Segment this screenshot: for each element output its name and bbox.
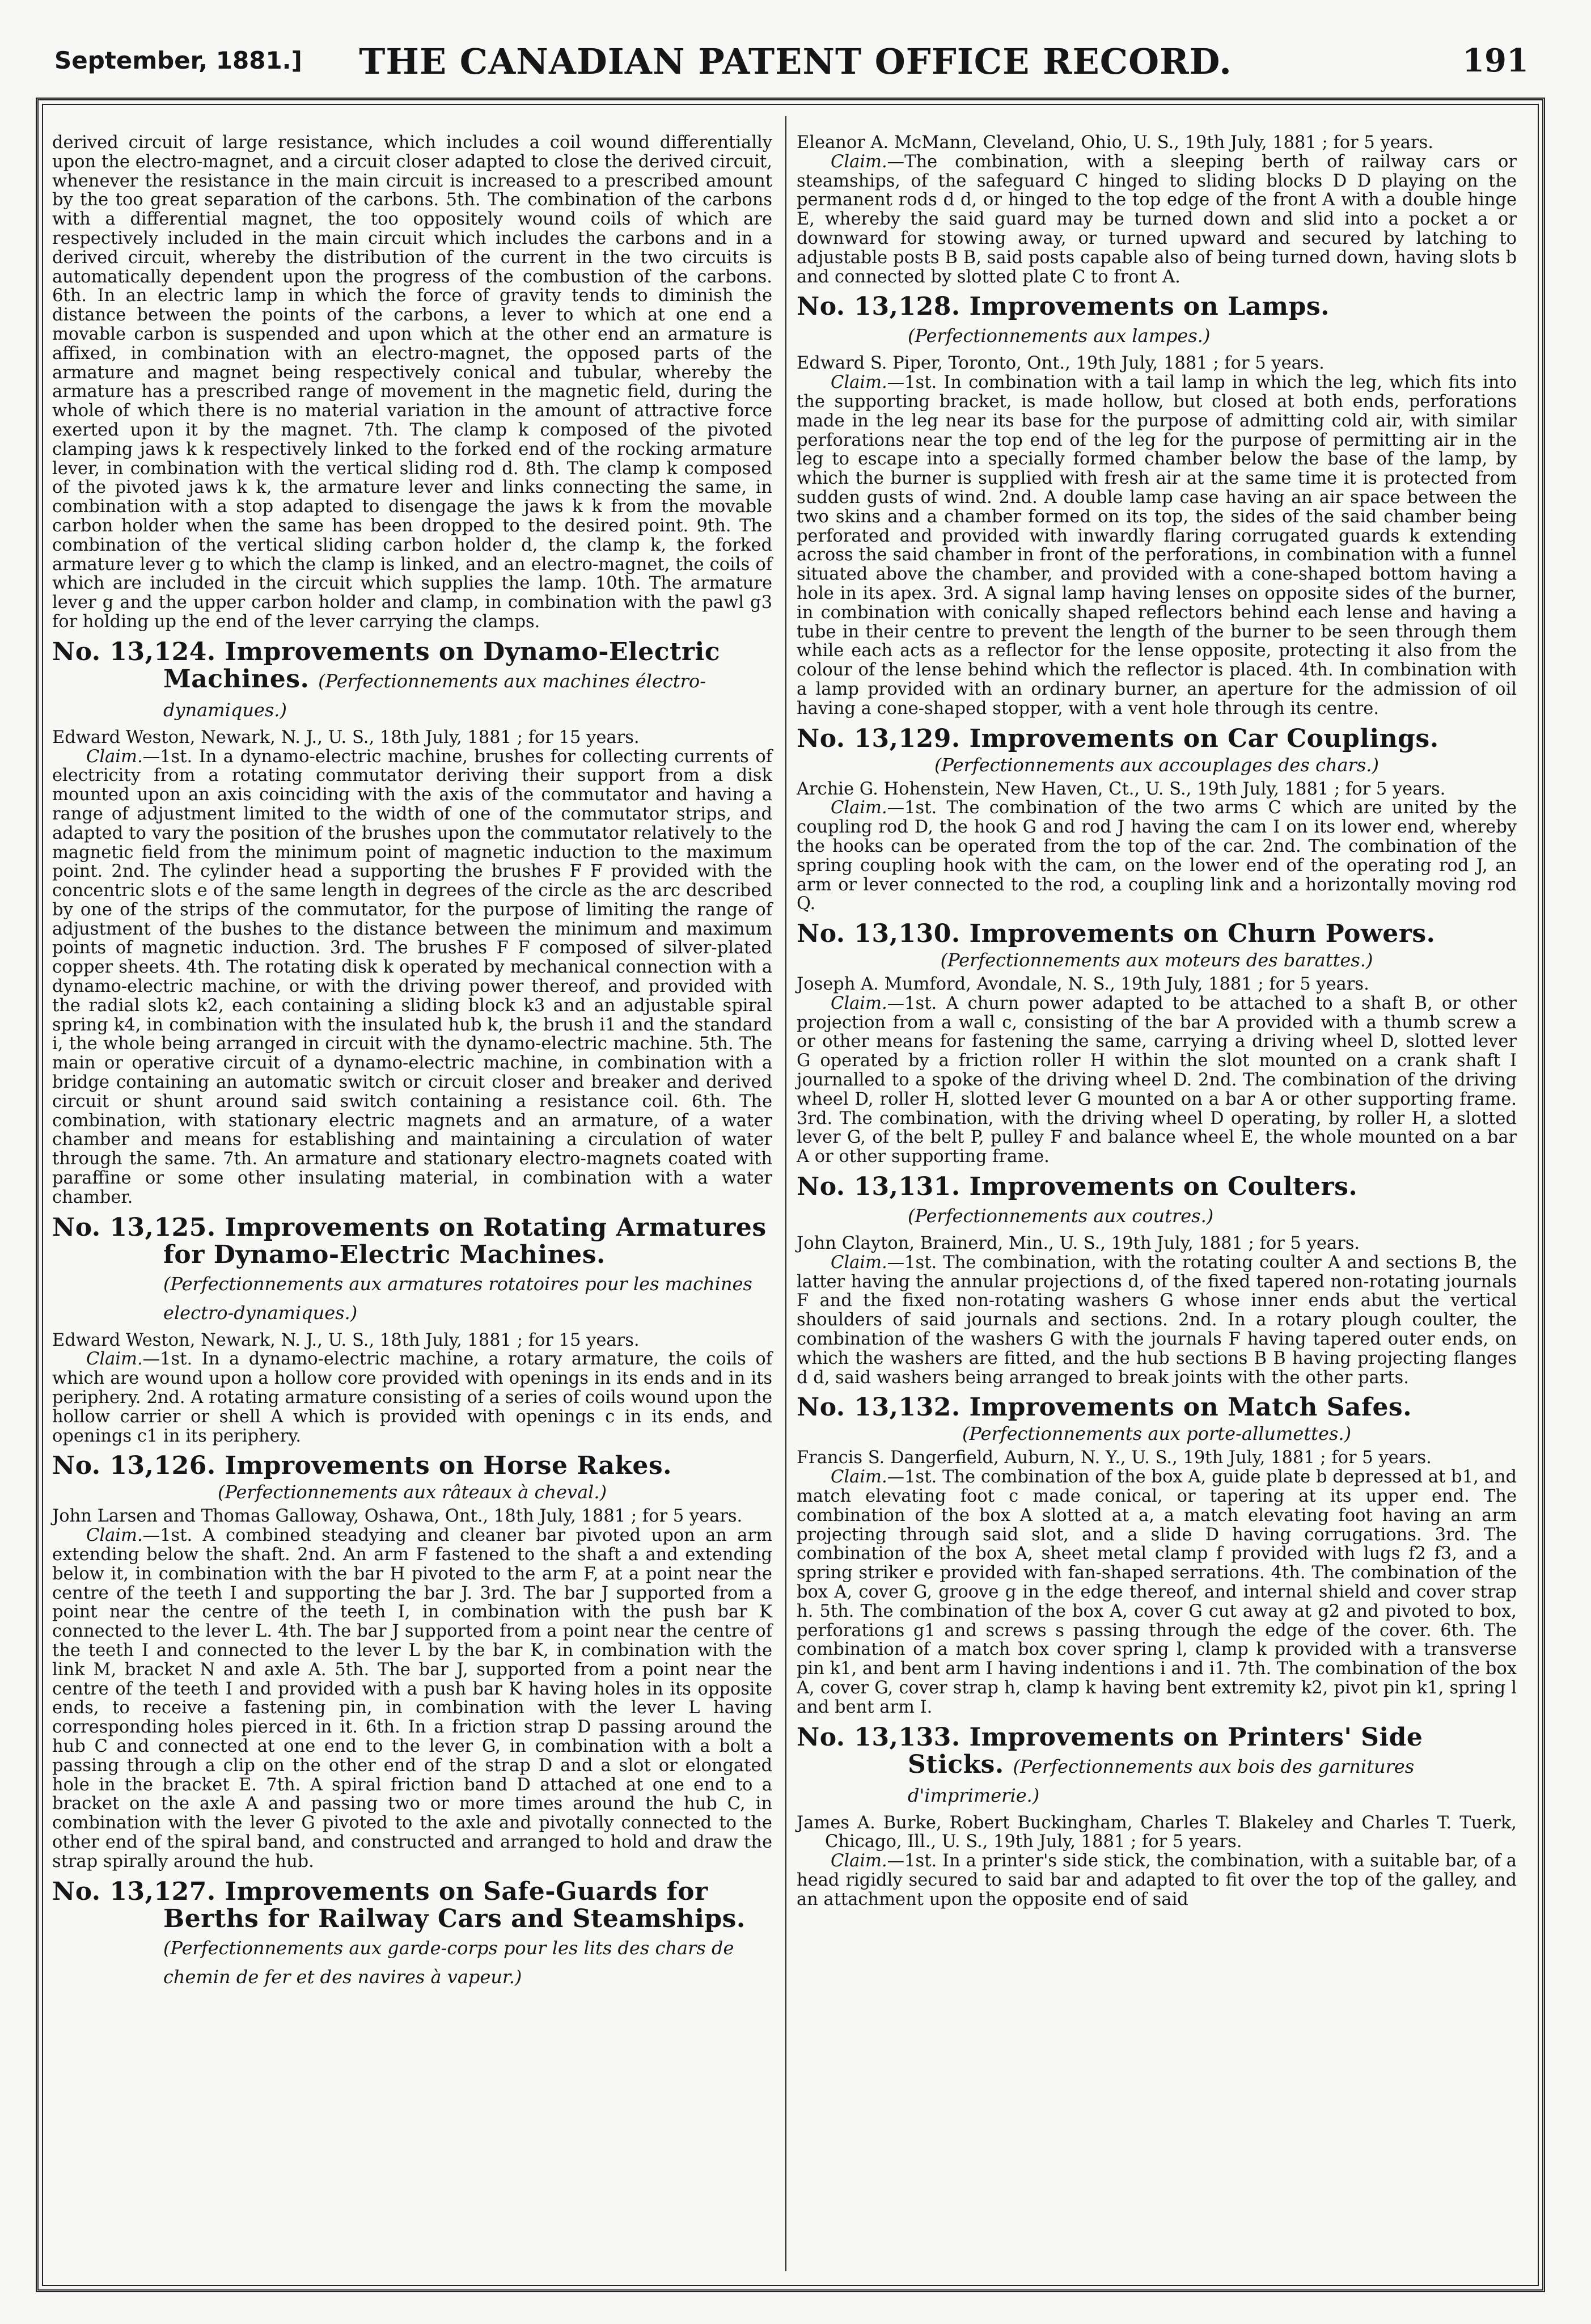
claim-label: Claim. [86, 1526, 143, 1546]
patent-heading [797, 1724, 1517, 1809]
patent-number: No. 13,129. [797, 724, 960, 753]
patent-number: No. 13,128. [797, 292, 960, 322]
claim-text: —1st. The combination, with the rotating coulter A and sections B, the latter having the annular projections d, of the fixed tapered non-rotating journals F and the fixed non-rotating washers G whose inner ends abut the vertical shoulders of said journals and sections. 2nd. In a rotary plough coulter, the combination of the washers G with the journals F having tapered outer ends, on which the washers are fitted, and the hub sections B B having projecting flanges d d, said washers being arranged to break joints with the other parts. [797, 1252, 1517, 1388]
patent-heading [52, 1214, 772, 1326]
patent-inventor: Eleanor A. McMann, Cleveland, Ohio, U. S., 19th July, 1881 ; for 5 years. [797, 133, 1433, 153]
claim-text: —1st. The combination of the two arms C which are united by the coupling rod D, the hook G and rod J having the cam I on its lower end, whereby the hooks can be operated from the top of the car. 2nd. The combination of the spring coupling hook with the cam, on the lower end of the operating rod J, an arm or lever connected to the rod, a coupling link and a horizontally moving rod Q. [797, 798, 1517, 914]
claim-text: —1st. The combination of the box A, guide plate b depressed at b1, and match elevating foot c made conical, or tapering at its upper end. The combination of the box A slotted at a, a match elevating foot having an arm projecting through said slot, and a slide D having corrugations. 3rd. The combination of the box A, sheet metal clamp f provided with lugs f2 f3, and a spring striker e provided with fan-shaped serrations. 4th. The combination of the box A, cover G, groove g in the edge thereof, and internal shield and cover strap h. 5th. The combination of the box A, cover G cut away at g2 and pivoted to box, perforations g1 and screws s passing through the edge of the cover. 6th. The combination of a match box cover spring l, clamp k provided with a transverse pin k1, and bent arm I having indentions i and i1. 7th. The combination of the box A, cover G, cover strap h, clamp k having bent extremity k2, pivot pin k1, spring l and bent arm I. [797, 1467, 1517, 1717]
patent-title: Improvements on Rotating Armatures for Dynamo-Electric Machines. [163, 1212, 767, 1269]
patent-claim [797, 153, 1517, 287]
patent-inventor: Edward Weston, Newark, N. J., U. S., 18th July, 1881 ; for 15 years. [52, 1330, 640, 1350]
page-number: 191 [1462, 42, 1529, 79]
patent-number: No. 13,124. [52, 637, 216, 666]
patent-title-french: (Perfectionnements aux bois des garnitures d'imprimerie.) [908, 1755, 1415, 1806]
patent-title-french: (Perfectionnements aux garde-corps pour les lits des chars de chemin de fer et des navires à vapeur.) [163, 1937, 734, 1988]
patent-title: Improvements on Horse Rakes. [225, 1451, 672, 1481]
patent-title: Improvements on Printers' Side Sticks. [908, 1722, 1423, 1779]
right-column [797, 133, 1517, 1909]
patent-inventor: Edward Weston, Newark, N. J., U. S., 18th July, 1881 ; for 15 years. [52, 727, 640, 747]
patent-13127-continued [797, 133, 1517, 286]
patent-13128 [797, 293, 1517, 718]
patent-title: Improvements on Match Safes. [969, 1393, 1412, 1422]
claim-label: Claim. [86, 1349, 143, 1370]
claim-text: —1st. A churn power adapted to be attached to a shaft B, or other projection from a wall c, consisting of the bar A provided with a thumb screw a or other means for fastening the same, carrying a driving wheel D, slotted lever G operated by a friction roller H within the slot mounted on a crank shaft I journalled to a spoke of the driving wheel D. 2nd. The combination of the driving wheel D, roller H, slotted lever G mounted on a bar A or other supporting frame. 3rd. The combination, with the driving wheel D operating, by roller H, a slotted lever G, of the belt P, pulley F and balance wheel E, the whole mounted on a bar A or other supporting frame. [797, 993, 1517, 1167]
patent-heading [52, 1878, 772, 1991]
issue-date: September, 1881.] [54, 47, 302, 74]
patent-title: Improvements on Car Couplings. [969, 724, 1439, 753]
patent-title: Improvements on Coulters. [969, 1172, 1358, 1202]
claim-label: Claim. [831, 993, 887, 1013]
patent-heading [797, 1173, 1517, 1229]
claim-label: Claim. [86, 746, 143, 767]
patent-heading [797, 1394, 1517, 1421]
patent-13124 [52, 639, 772, 1207]
claim-label: Claim. [831, 151, 887, 172]
patent-title-french: (Perfectionnements aux lampes.) [908, 325, 1211, 347]
patent-13131 [797, 1173, 1517, 1387]
patent-title-french: (Perfectionnements aux porte-allumettes.) [962, 1423, 1352, 1445]
patent-13127 [52, 1878, 772, 1991]
patent-claim [797, 1852, 1517, 1909]
claim-text: —1st. A combined steadying and cleaner bar pivoted upon an arm extending below the shaft. 2nd. An arm F fastened to the shaft a and extending below it, in combination with the bar H pivoted to the arm F, at a point near the centre of the teeth I and supporting the bar J. 3rd. The bar J supported from a point near the centre of the teeth I, in combination with the push bar K connected to the lever L. 4th. The bar J supported from a point near the centre of the teeth I and connected to the lever L by the bar K, in combination with the link M, bracket N and axle A. 5th. The bar J, supported from a point near the centre of the teeth I and provided with a push bar K having holes in its opposite ends, to receive a fastening pin, in combination with the lever L having corresponding holes pierced in it. 6th. In a friction strap D passing around the hub C and connected at one end to the lever G, in combination with a bolt a passing through a clip on the other end of the strap D and a slot or elongated hole in the bracket E. 7th. A spiral friction band D attached at one end to a bracket on the axle A and passing two or more times around the hub C, in combination with the lever G pivoted to the axle and pivotally connected to the other end of the spiral band, and constructed and arranged to hold and draw the strap spirally around the hub. [52, 1526, 772, 1871]
patent-heading [52, 1452, 772, 1480]
patent-title: Improvements on Churn Powers. [969, 919, 1436, 949]
patent-title-french: (Perfectionnements aux armatures rotatoires pour les machines electro-dynamiques.) [163, 1273, 752, 1324]
patent-heading [52, 639, 772, 724]
claim-text: —1st. In a dynamo-electric machine, brushes for collecting currents of electricity from a rotating commutator deriving their support from a disk mounted upon an axis coinciding with the axis of the commutator and having a range of adjustment limited to the width of one of the commutator strips, and adapted to vary the position of the brushes upon the commutator relatively to the magnetic field from the minimum point of magnetic induction to the maximum point. 2nd. The cylinder head a supporting the brushes F F provided with the concentric slots e of the same length in degrees of the circle as the arc described by one of the strips of the commutator, for the purpose of limiting the range of adjustment of the bushes to the distance between the minimum and maximum points of magnetic induction. 3rd. The brushes F F composed of silver-plated copper sheets. 4th. The rotating disk k operated by mechanical connection with a dynamo-electric machine, or with the driving power thereof, and provided with the radial slots k2, each containing a sliding block k3 and an adjustable spiral spring k4, in combination with the insulated hub k, the brush i1 and the standard i, the whole being arranged in circuit with the dynamo-electric machine. 5th. The main or operative circuit of a dynamo-electric machine, in combination with a bridge containing an automatic switch or circuit closer and breaker and derived circuit or shunt around said switch containing a resistance coil. 6th. The combination, with stationary electric magnets and an armature, of a water chamber and means for establishing and maintaining a circulation of water through the same. 7th. An armature and stationary electro-magnets coated with paraffine or some other insulating material, in combination with a water chamber. [52, 746, 772, 1207]
patent-claim [52, 747, 772, 1207]
claim-text: —1st. In a dynamo-electric machine, a rotary armature, the coils of which are wound upon a hollow core provided with openings in its ends and in its periphery. 2nd. A rotating armature consisting of a series of coils wound upon the hollow carrier or shell A which is provided with openings c in its ends, and openings c1 in its periphery. [52, 1349, 772, 1446]
patent-number: No. 13,132. [797, 1393, 960, 1422]
patent-inventor: Francis S. Dangerfield, Auburn, N. Y., U. S., 19th July, 1881 ; for 5 years. [797, 1448, 1432, 1468]
claim-text: —1st. In a printer's side stick, the combination, with a suitable bar, of a head rigidly secured to said bar and adapted to fit over the top of the galley, and an attachment upon the opposite end of said [797, 1851, 1517, 1909]
patent-title-french: (Perfectionnements aux coutres.) [908, 1205, 1214, 1227]
patent-13129 [797, 725, 1517, 914]
claim-label: Claim. [831, 1467, 887, 1488]
claim-text: —1st. In combination with a tail lamp in which the leg, which fits into the supporting bracket, is made hollow, but closed at both ends, perforations made in the leg near its base for the purpose of admitting cold air, with similar perforations near the top end of the leg for the purpose of permitting air in the leg to escape into a specially formed chamber below the base of the lamp, by which the burner is supplied with fresh air at the same time it is protected from sudden gusts of wind. 2nd. A double lamp case having an air space between the two skins and a chamber formed on its top, the sides of the said chamber being perforated and provided with inwardly flaring corrugated guards k extending across the said chamber in front of the perforations, in combination with a funnel situated above the chamber, and provided with a cone-shaped bottom having a hole in its apex. 3rd. A signal lamp having lenses on opposite sides of the burner, in combination with conically shaped reflectors behind each lense and having a tube in their centre to prevent the length of the burner to be seen through them while each acts as a reflector for the lense opposite, protecting it also from the colour of the lense behind which the reflector is placed. 4th. In combination with a lamp provided with an ordinary burner, an aperture for the admission of oil having a cone-shaped stopper, with a vent hole through its centre. [797, 373, 1517, 719]
left-column [52, 133, 772, 1993]
patent-inventor: Archie G. Hohenstein, New Haven, Ct., U. S., 19th July, 1881 ; for 5 years. [797, 779, 1446, 799]
patent-claim [797, 798, 1517, 914]
patent-title: Improvements on Lamps. [969, 292, 1330, 322]
patent-number: No. 13,133. [797, 1722, 960, 1752]
claim-text: —The combination, with a sleeping berth of railway cars or steamships, of the safeguard C hinged to sliding blocks D D playing on the permanent rods d d, or hinged to the top edge of the front A with a double hinge E, whereby the said guard may be turned down and slid into a pocket a or downward for stowing away, or turned upward and secured by latching to adjustable posts B B, said posts capable also of being turned down, having slots b and connected by slotted plate C to front A. [797, 151, 1517, 287]
patent-title-french: (Perfectionnements aux machines électro-dynamiques.) [163, 670, 706, 721]
patent-title: Improvements on Safe-Guards for Berths for Railway Cars and Steamships. [163, 1877, 746, 1933]
patent-claim [52, 1526, 772, 1871]
patent-13130 [797, 920, 1517, 1167]
continuation-text: derived circuit of large resistance, which includes a coil wound differentially upon the electro-magnet, and a circuit closer adapted to close the derived circuit, whenever the resistance in the main circuit is increased to a prescribed amount by the too great separation of the carbons. 5th. The combination of the carbons with a differential magnet, the too oppositely wound coils of which are respectively included in the main circuit which includes the carbons and in a derived circuit, whereby the distribution of the current in the two circuits is automatically dependent upon the progress of the combustion of the carbons. 6th. In an electric lamp in which the force of gravity tends to diminish the distance between the points of the carbons, a lever to which at one end a movable carbon is suspended and upon which at the other end an armature is affixed, in combination with an electro-magnet, the opposed parts of the armature and magnet being respectively conical and tubular, whereby the armature has a prescribed range of movement in the magnetic field, during the whole of which there is no material variation in the amount of attractive force exerted upon it by the magnet. 7th. The clamp k composed of the pivoted clamping jaws k k respectively linked to the forked end of the rocking armature lever, in combination with the vertical sliding rod d. 8th. The clamp k composed of the pivoted jaws k k, the armature lever and links connecting the same, in combination with a stop adapted to disengage the jaws k k from the movable carbon holder when the same has been dropped to the desired point. 9th. The combination of the vertical sliding carbon holder d, the clamp k, the forked armature lever g to which the clamp is linked, and an electro-magnet, the coils of which are included in the circuit which supplies the lamp. 10th. The armature lever g and the upper carbon holder and clamp, in combination with the pawl g3 for holding up the end of the lever carrying the clamps. [52, 133, 772, 632]
patent-13133 [797, 1724, 1517, 1909]
patent-title: Improvements on Dynamo-Electric Machines. [163, 637, 721, 694]
patent-claim [52, 1350, 772, 1446]
patent-title-french: (Perfectionnements aux moteurs des barattes.) [940, 949, 1373, 971]
column-divider [785, 116, 786, 2271]
patent-inventor: Joseph A. Mumford, Avondale, N. S., 19th July, 1881 ; for 5 years. [797, 974, 1369, 995]
patent-heading [797, 293, 1517, 349]
patent-13125 [52, 1214, 772, 1446]
patent-number: No. 13,127. [52, 1877, 216, 1906]
patent-heading [797, 920, 1517, 948]
patent-claim [797, 373, 1517, 718]
patent-claim [797, 1253, 1517, 1388]
patent-number: No. 13,130. [797, 919, 960, 949]
claim-label: Claim. [831, 373, 887, 393]
patent-claim [797, 994, 1517, 1167]
patent-number: No. 13,125. [52, 1212, 216, 1242]
patent-inventor: John Larsen and Thomas Galloway, Oshawa, Ont., 18th July, 1881 ; for 5 years. [52, 1506, 743, 1527]
patent-13126 [52, 1452, 772, 1871]
claim-label: Claim. [831, 1252, 887, 1273]
patent-number: No. 13,126. [52, 1451, 216, 1481]
patent-heading [797, 725, 1517, 753]
patent-inventor: Edward S. Piper, Toronto, Ont., 19th July, 1881 ; for 5 years. [797, 353, 1325, 374]
patent-claim [797, 1468, 1517, 1717]
patent-title-french: (Perfectionnements aux accouplages des chars.) [934, 754, 1379, 776]
patent-inventor: John Clayton, Brainerd, Min., U. S., 19th July, 1881 ; for 5 years. [797, 1233, 1360, 1254]
journal-title: THE CANADIAN PATENT OFFICE RECORD. [359, 41, 1232, 82]
patent-title-french: (Perfectionnements aux râteaux à cheval.) [217, 1481, 607, 1503]
patent-number: No. 13,131. [797, 1172, 960, 1202]
claim-label: Claim. [831, 798, 887, 818]
patent-inventor: James A. Burke, Robert Buckingham, Charles T. Blakeley and Charles T. Tuerk, Chicago, Ill., U. S., 19th July, 1881 ; for 5 years. [797, 1812, 1517, 1852]
patent-13132 [797, 1394, 1517, 1717]
claim-label: Claim. [831, 1851, 887, 1871]
